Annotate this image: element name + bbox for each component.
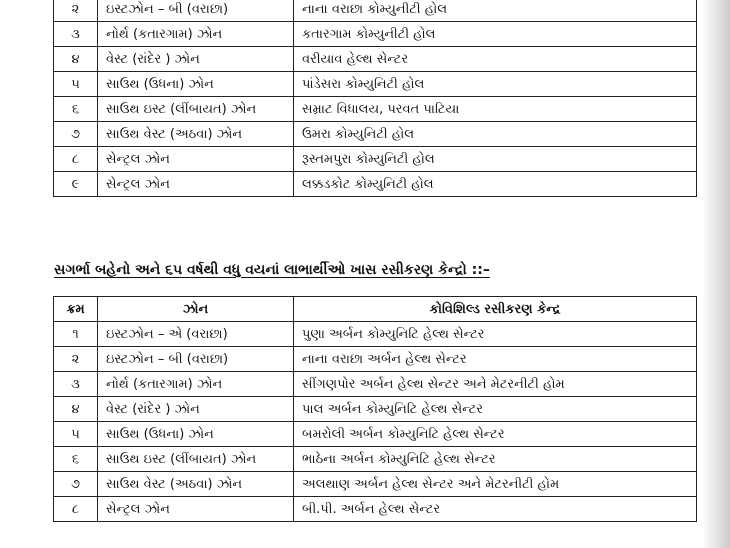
table-row xyxy=(54,447,697,472)
table-row xyxy=(54,97,697,122)
zone-header: ઝોન xyxy=(98,297,294,322)
row-number: ૨ xyxy=(54,0,98,22)
row-number: ૨ xyxy=(54,347,98,372)
center-name: પાંડેસરા કોમ્યુનિટી હોલ xyxy=(294,72,697,97)
row-number: ૩ xyxy=(54,372,98,397)
page-edge-shadow xyxy=(702,0,730,548)
vaccination-center-header: કોવિશિલ્ડ રસીકરણ કેન્દ્ર xyxy=(294,297,697,322)
serial-number-header: ક્રમ xyxy=(54,297,98,322)
row-number: ૭ xyxy=(54,472,98,497)
row-number: ૮ xyxy=(54,147,98,172)
special-vaccination-center-table xyxy=(53,296,697,522)
center-name: પુણા અર્બન કોમ્યુનિટિ હેલ્થ સેન્ટર xyxy=(294,322,697,347)
row-number: ૩ xyxy=(54,22,98,47)
zone-name: ઇસ્ટઝોન – એ (વરાછા) xyxy=(98,322,294,347)
zone-name: સાઉથ ઇસ્ટ (લીંબાયત) ઝોન xyxy=(98,447,294,472)
center-name: સમ્રાટ વિધાલય, પરવત પાટિયા xyxy=(294,97,697,122)
top-vaccination-center-table xyxy=(53,0,697,197)
center-name: અલથાણ અર્બન હેલ્થ સેન્ટર અને મેટરનીટી હોમ xyxy=(294,472,697,497)
table-row xyxy=(54,372,697,397)
special-vaccination-heading: સગર્ભા બહેનો અને ૬૫ વર્ષથી વધુ વયનાં લાભાર્થીઓ ખાસ રસીકરણ કેન્દ્રો ::– xyxy=(54,262,490,278)
row-number: ૧ xyxy=(54,322,98,347)
table-row xyxy=(54,147,697,172)
center-name: પાલ અર્બન કોમ્યુનિટિ હેલ્થ સેન્ટર xyxy=(294,397,697,422)
table-row xyxy=(54,322,697,347)
table-row xyxy=(54,347,697,372)
row-number: ૯ xyxy=(54,172,98,197)
zone-name: સેન્ટ્રલ ઝોન xyxy=(98,172,294,197)
center-name: લક્કડકોટ કોમ્યુનિટી હોલ xyxy=(294,172,697,197)
row-number: ૪ xyxy=(54,47,98,72)
table-row xyxy=(54,22,697,47)
zone-name: સાઉથ (ઉધના) ઝોન xyxy=(98,422,294,447)
center-name: રૂસ્તમપુરા કોમ્યુનિટી હોલ xyxy=(294,147,697,172)
table-row xyxy=(54,47,697,72)
zone-name: ઇસ્ટઝોન – બી (વરાછા) xyxy=(98,347,294,372)
center-name: બી.પી. અર્બન હેલ્થ સેન્ટર xyxy=(294,497,697,522)
zone-name: સેન્ટ્રલ ઝોન xyxy=(98,497,294,522)
table-row xyxy=(54,497,697,522)
table-row xyxy=(54,172,697,197)
center-name: વરીયાવ હેલ્થ સેન્ટર xyxy=(294,47,697,72)
center-name: ભાઠેના અર્બન કોમ્યુનિટિ હેલ્થ સેન્ટર xyxy=(294,447,697,472)
table-row xyxy=(54,0,697,22)
row-number: ૬ xyxy=(54,447,98,472)
zone-name: સાઉથ (ઉધના) ઝોન xyxy=(98,72,294,97)
row-number: ૫ xyxy=(54,422,98,447)
table-row xyxy=(54,472,697,497)
zone-name: સાઉથ ઇસ્ટ (લીંબાયત) ઝોન xyxy=(98,97,294,122)
table-row xyxy=(54,72,697,97)
center-name: નાના વરાછા અર્બન હેલ્થ સેન્ટર xyxy=(294,347,697,372)
zone-name: સાઉથ વેસ્ટ (અઠવા) ઝોન xyxy=(98,122,294,147)
row-number: ૬ xyxy=(54,97,98,122)
center-name: બમરોલી અર્બન કોમ્યુનિટિ હેલ્થ સેન્ટર xyxy=(294,422,697,447)
zone-name: નોર્થ (કતારગામ) ઝોન xyxy=(98,372,294,397)
zone-name: નોર્થ (કતારગામ) ઝોન xyxy=(98,22,294,47)
row-number: ૮ xyxy=(54,497,98,522)
zone-name: વેસ્ટ (રાંદેર ) ઝોન xyxy=(98,397,294,422)
table-row xyxy=(54,122,697,147)
row-number: ૫ xyxy=(54,72,98,97)
center-name: સીંગણપોર અર્બન હેલ્થ સેન્ટર અને મેટરનીટી હોમ xyxy=(294,372,697,397)
zone-name: સાઉથ વેસ્ટ (અઠવા) ઝોન xyxy=(98,472,294,497)
center-name: ઉમરા કોમ્યુનિટી હોલ xyxy=(294,122,697,147)
zone-name: ઇસ્ટઝોન – બી (વરાછા) xyxy=(98,0,294,22)
table-row xyxy=(54,397,697,422)
center-name: નાના વરાછા કોમ્યુનીટી હોલ xyxy=(294,0,697,22)
table-header-row xyxy=(54,297,697,322)
row-number: ૪ xyxy=(54,397,98,422)
row-number: ૭ xyxy=(54,122,98,147)
zone-name: વેસ્ટ (રાંદેર ) ઝોન xyxy=(98,47,294,72)
zone-name: સેન્ટ્રલ ઝોન xyxy=(98,147,294,172)
center-name: કતારગામ કોમ્યુનીટી હોલ xyxy=(294,22,697,47)
table-row xyxy=(54,422,697,447)
